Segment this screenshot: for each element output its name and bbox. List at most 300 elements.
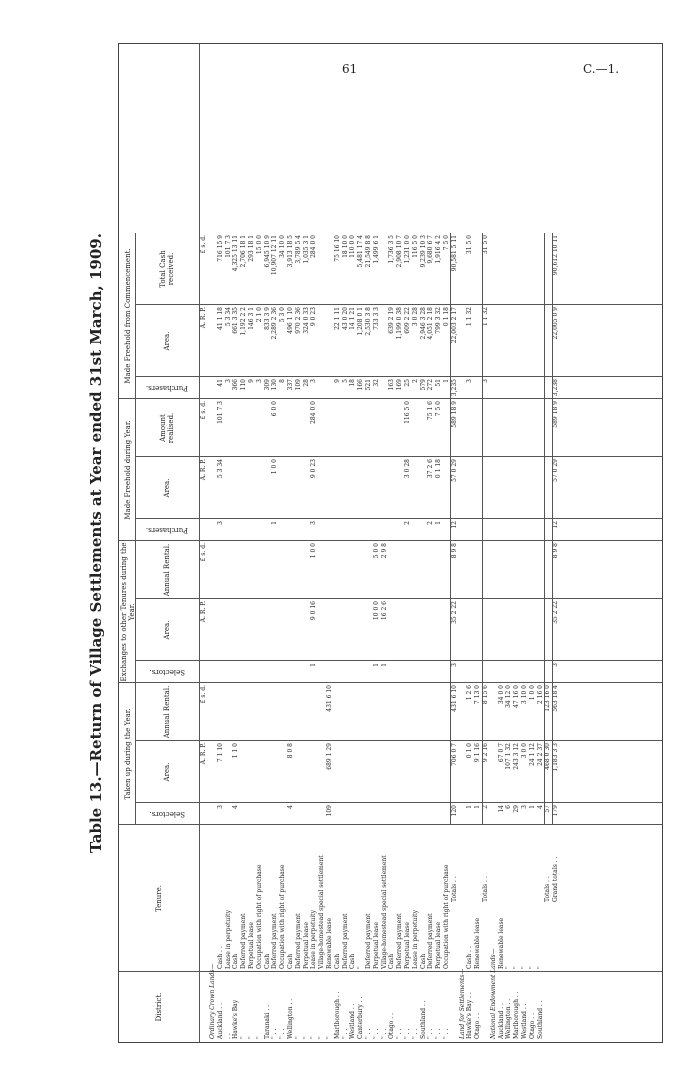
rotated-table-page	[73, 43, 673, 1043]
value-cell: 2,530 3 8	[365, 307, 372, 336]
column-header: Annual Rental.	[163, 543, 171, 597]
district-cell: Marlborough . .	[333, 991, 341, 1039]
district-cell: Wellington . .	[505, 998, 513, 1039]
value-cell: 34 12 0	[505, 685, 513, 708]
value-cell: 7 5 0	[435, 401, 443, 417]
totals-rule	[544, 233, 545, 825]
totals-label: Totals . .	[450, 876, 458, 902]
value-cell: 1	[435, 521, 443, 525]
district-cell: . .	[224, 1033, 232, 1039]
value-cell: 3,913 18 5	[287, 235, 294, 268]
value-cell: 57 0 29	[450, 459, 458, 482]
tenure-cell: Cash	[263, 953, 271, 969]
value-cell: 1,736 3 5	[388, 235, 396, 264]
value-cell: 12	[552, 521, 560, 529]
value-cell: 1	[380, 663, 388, 667]
value-cell: 1	[528, 805, 536, 809]
value-cell: 589 18 9	[450, 401, 458, 428]
value-cell: 22,005 0 9	[552, 307, 560, 340]
tenure-cell: Cash	[349, 953, 357, 969]
value-cell: 5,481 17 4	[357, 235, 365, 268]
value-cell: 75 1 6	[427, 401, 435, 421]
value-cell: 3,238	[552, 379, 560, 397]
column-rule	[135, 802, 662, 803]
value-cell: 1	[310, 663, 318, 667]
value-cell: 3	[482, 379, 489, 383]
district-cell: Westland . .	[521, 1003, 528, 1039]
value-cell: 90,612 10 11	[552, 235, 560, 276]
tenure-cell: Perpetual lease	[404, 922, 411, 969]
value-cell: 3	[310, 521, 318, 525]
value-cell: 123 16 0	[544, 685, 552, 712]
tenure-cell: "	[505, 966, 513, 969]
value-cell: 4	[536, 805, 544, 809]
group-header: Exchanges to other Tenures during the Year.	[120, 542, 136, 682]
value-cell: 28	[302, 379, 310, 387]
tenure-cell: "	[521, 966, 528, 969]
value-cell: 2,908 10 7	[396, 235, 404, 268]
table-title: Table 13.—Return of Village Settlements at Year ended 31st March, 1909.	[87, 233, 105, 853]
district-cell: Otago . .	[388, 1013, 396, 1039]
value-cell: 2,706 18 1	[240, 235, 248, 268]
value-cell: 107 1 32	[505, 743, 513, 770]
value-cell: 2 9 8	[380, 543, 388, 559]
value-cell: 689 1 29	[326, 743, 333, 770]
value-cell: 579	[419, 379, 427, 391]
value-cell: 3	[521, 805, 528, 809]
value-cell: 12	[450, 521, 458, 529]
value-cell: 14	[497, 805, 505, 813]
value-cell: 3	[224, 379, 232, 383]
section-heading: National Endowment Lands—	[489, 948, 497, 1039]
column-header: Annual Rental.	[163, 685, 171, 739]
value-cell: 706 0 7	[450, 743, 458, 766]
value-cell: 57 0 29	[552, 459, 560, 482]
tenure-cell: Lease in perpetuity	[224, 910, 232, 969]
district-cell: " . .	[427, 1028, 435, 1039]
tenure-cell: Occupation with right of purchase	[443, 864, 450, 969]
value-cell: 284 0 0	[310, 235, 318, 258]
value-cell: 8	[279, 379, 287, 383]
district-cell: Auckland . .	[216, 1002, 224, 1039]
tenure-cell: Perpetual lease	[248, 922, 255, 969]
value-cell: 1	[372, 663, 380, 667]
value-cell: 563 18 4	[552, 685, 560, 712]
value-cell: 51	[435, 379, 443, 387]
column-header: Selectors.	[149, 810, 185, 818]
value-cell: 120	[450, 805, 458, 817]
tenure-cell: Renewable lease	[497, 917, 505, 969]
value-cell: 6	[505, 805, 513, 809]
value-cell: 166	[357, 379, 365, 391]
value-cell: 431 6 10	[450, 685, 458, 712]
value-cell: 3 0 28	[411, 307, 419, 327]
value-cell: 169	[396, 379, 404, 391]
value-cell: 2	[482, 805, 489, 809]
value-cell: 3	[552, 663, 560, 667]
column-header: Area.	[163, 478, 171, 498]
tenure-cell: Deferred payment	[396, 913, 404, 969]
value-cell: 2	[411, 379, 419, 383]
value-cell: 116 5 0	[411, 235, 419, 258]
value-cell: 35 2 22	[552, 601, 560, 624]
value-cell: 1 0 0	[528, 685, 536, 701]
tenure-cell: Perpetual lease	[372, 922, 380, 969]
value-cell: 639 2 19	[388, 307, 396, 334]
value-cell: 24 1 12	[528, 743, 536, 766]
totals-rule	[482, 233, 483, 825]
value-cell: 1 1 0	[232, 743, 240, 759]
value-cell: 1,499 6 1	[372, 235, 380, 264]
district-cell: Taranaki . .	[263, 1004, 271, 1039]
tenure-cell: Occupation with right of purchase	[279, 864, 287, 969]
tenure-cell: Deferred payment	[427, 913, 435, 969]
value-cell: 5 3 34	[224, 307, 232, 327]
value-cell: 109	[294, 379, 302, 391]
column-header: Area.	[163, 331, 171, 351]
value-cell: 57	[544, 805, 552, 813]
tenure-cell: Deferred payment	[365, 913, 372, 969]
value-cell: 1	[474, 805, 482, 809]
district-cell: " . .	[365, 1028, 372, 1039]
district-cell: "	[310, 1036, 318, 1039]
column-header: Purchasers.	[145, 384, 189, 392]
tenure-cell: Cash	[388, 953, 396, 969]
value-cell: 9 1 16	[474, 743, 482, 763]
unit-label: A. R. P.	[200, 743, 207, 765]
district-cell: " . .	[404, 1028, 411, 1039]
value-cell: 733 3 3	[372, 307, 380, 330]
value-cell: 1,199 0 38	[396, 307, 404, 340]
district-cell: Hawke's Bay	[232, 999, 240, 1039]
column-header: Purchasers.	[145, 526, 189, 534]
district-cell: "	[248, 1036, 255, 1039]
value-cell: 109	[326, 805, 333, 817]
value-cell: 3,235	[450, 379, 458, 397]
value-cell: 22 1 11	[333, 307, 341, 330]
value-cell: 3	[310, 379, 318, 383]
value-cell: 8 9 8	[450, 543, 458, 559]
tenure-cell: Village-homestead special settlement	[318, 855, 326, 969]
value-cell: 101 7 3	[224, 235, 232, 258]
value-cell: 5 0 0	[372, 543, 380, 559]
unit-label: A. R. P.	[200, 307, 207, 329]
column-header: Tenure.	[155, 885, 163, 912]
section-heading: Ordinary Crown Lands—	[209, 963, 216, 1039]
value-cell: 1	[466, 805, 474, 809]
district-cell: " . .	[435, 1028, 443, 1039]
report-reference: C.—1.	[583, 62, 620, 76]
column-header: Total Cash received.	[159, 250, 175, 288]
value-cell: 2	[427, 521, 435, 525]
value-cell: 661 3 35	[232, 307, 240, 334]
value-cell: 431 6 10	[326, 685, 333, 712]
value-cell: 14 1 21	[349, 307, 357, 330]
value-cell: 3 0 28	[404, 459, 411, 479]
column-header: Area.	[163, 620, 171, 640]
value-cell: 41	[216, 379, 224, 387]
value-cell: 716 15 9	[216, 235, 224, 262]
district-cell: " . .	[411, 1028, 419, 1039]
value-cell: 4,051 2 18	[427, 307, 435, 340]
unit-label: A. R. P.	[200, 459, 207, 481]
tenure-cell: Lease in perpetuity	[310, 910, 318, 969]
value-cell: 21,549 8 8	[365, 235, 372, 268]
value-cell: 1,183 3 3	[552, 743, 560, 772]
value-cell: 8 9 8	[552, 543, 560, 559]
value-cell: 9 0 23	[310, 307, 318, 327]
district-cell: Westland . .	[349, 1003, 357, 1039]
tenure-cell: Cash	[232, 953, 240, 969]
value-cell: 67 0 7	[497, 743, 505, 763]
value-cell: 3	[466, 379, 474, 383]
district-cell: Otago . .	[528, 1013, 536, 1039]
value-cell: 589 18 9	[552, 401, 560, 428]
value-cell: 7 13 0	[474, 685, 482, 705]
value-cell: 37 2 6	[427, 459, 435, 479]
value-cell: 309	[263, 379, 271, 391]
tenure-cell: Lease in perpetuity	[411, 910, 419, 969]
value-cell: 284 0 0	[310, 401, 318, 424]
district-cell: " . .	[341, 1028, 349, 1039]
district-cell: " . .	[443, 1028, 450, 1039]
value-cell: 2,289 2 36	[271, 307, 279, 340]
value-cell: 7 1 10	[216, 743, 224, 763]
value-cell: 293 18 1	[248, 235, 255, 262]
tenure-cell: "	[528, 966, 536, 969]
value-cell: 3	[216, 805, 224, 809]
value-cell: 18	[349, 379, 357, 387]
value-cell: 34 0 0	[497, 685, 505, 705]
value-cell: 22,003 2 17	[450, 307, 458, 344]
value-cell: 7 5 0	[443, 235, 450, 251]
value-cell: 90,581 5 11	[450, 235, 458, 272]
value-cell: 101 7 3	[216, 401, 224, 424]
value-cell: 1 2 6	[466, 685, 474, 701]
value-cell: 31 5 0	[482, 235, 489, 255]
unit-label: A. R. P.	[200, 601, 207, 623]
tenure-cell: Village-homestead special settlement	[380, 855, 388, 969]
village-settlements-table	[118, 43, 663, 1043]
value-cell: 116 5 0	[404, 401, 411, 424]
value-cell: 6 0 0	[271, 401, 279, 417]
value-cell: 272	[427, 379, 435, 391]
value-cell: 9	[248, 379, 255, 383]
value-cell: 8 0 8	[287, 743, 294, 759]
value-cell: 25	[404, 379, 411, 387]
tenure-cell: Renewable lease	[326, 917, 333, 969]
tenure-cell: Perpetual lease	[302, 922, 310, 969]
value-cell: 324 0 33	[302, 307, 310, 334]
value-cell: 16 2 6	[380, 601, 388, 621]
value-cell: 110	[240, 379, 248, 391]
unit-label: £ s. d.	[200, 543, 207, 562]
value-cell: 1,035 3 1	[302, 235, 310, 264]
tenure-cell: "	[536, 966, 544, 969]
value-cell: 0 1 18	[443, 307, 450, 327]
district-cell: "	[318, 1036, 326, 1039]
value-cell: 1 0 0	[310, 543, 318, 559]
column-header: District.	[155, 992, 163, 1022]
column-rule	[135, 660, 662, 661]
value-cell: 468 0 30	[544, 743, 552, 770]
tenure-cell: Cash	[419, 953, 427, 969]
value-cell: 3 10 0	[521, 685, 528, 705]
value-cell: 1 0 0	[271, 459, 279, 475]
value-cell: 8 15 6	[482, 685, 489, 705]
value-cell: 32	[372, 379, 380, 387]
district-cell: " . .	[396, 1028, 404, 1039]
value-cell: 243 3 12	[513, 743, 521, 770]
district-cell: " . .	[271, 1028, 279, 1039]
value-cell: 10,907 12 11	[271, 235, 279, 276]
value-cell: 521	[365, 379, 372, 391]
value-cell: 110 0 0	[349, 235, 357, 258]
value-cell: 10 0 0	[372, 601, 380, 621]
tenure-cell: Occupation with right of purchase	[255, 864, 263, 969]
value-cell: 29	[513, 805, 521, 813]
value-cell: 366	[232, 379, 240, 391]
value-cell: 9 0 23	[310, 459, 318, 479]
value-cell: 24 2 37	[536, 743, 544, 766]
value-cell: 1 1 32	[466, 307, 474, 327]
column-header: Area.	[163, 762, 171, 782]
totals-rule	[450, 233, 451, 825]
value-cell: 41 1 18	[216, 307, 224, 330]
value-cell: 4,325 13 11	[232, 235, 240, 272]
district-cell: Auckland . .	[497, 1002, 505, 1039]
tenure-cell: Perpetual lease	[435, 922, 443, 969]
value-cell: 0 1 0	[466, 743, 474, 759]
tenure-cell: Cash	[333, 953, 341, 969]
value-cell: 4	[287, 805, 294, 809]
tenure-cell: Deferred payment	[341, 913, 349, 969]
value-cell: 970 2 36	[294, 307, 302, 334]
value-cell: 31 5 0	[466, 235, 474, 255]
column-header: Amount realised.	[159, 412, 175, 444]
district-cell: "	[255, 1036, 263, 1039]
district-cell: Wellington . .	[287, 998, 294, 1039]
value-cell: 609 2 22	[404, 307, 411, 334]
value-cell: 5 3 34	[216, 459, 224, 479]
tenure-cell: Renewable lease	[474, 917, 482, 969]
district-cell: " . .	[380, 1028, 388, 1039]
value-cell: 75 16 10	[333, 235, 341, 262]
district-cell: Southland . .	[419, 1000, 427, 1039]
district-cell: Canterbury . .	[357, 996, 365, 1039]
value-cell: 6,945 10 9	[263, 235, 271, 268]
tenure-cell: "	[513, 966, 521, 969]
tenure-cell: Cash . .	[216, 946, 224, 969]
group-header: Made Freehold during Year.	[124, 420, 132, 520]
value-cell: 3 0 0	[521, 743, 528, 759]
group-header: Taken up during the Year.	[124, 708, 132, 800]
district-cell: "	[294, 1036, 302, 1039]
value-cell: 9,680 6 7	[427, 235, 435, 264]
value-cell: 1	[443, 379, 450, 383]
unit-label: £ s. d.	[200, 685, 207, 704]
value-cell: 3	[450, 663, 458, 667]
value-cell: 15 0 0	[255, 235, 263, 255]
value-cell: 2	[404, 521, 411, 525]
value-cell: 9 0 16	[310, 601, 318, 621]
value-cell: 146 3 1	[248, 307, 255, 330]
value-cell: 2,946 3 28	[419, 307, 427, 340]
value-cell: 34 10 0	[279, 235, 287, 258]
column-rule	[135, 598, 662, 599]
totals-label: Totals . .	[482, 876, 489, 902]
totals-rule	[552, 233, 553, 825]
column-rule	[135, 456, 662, 457]
section-heading: Land for Settlements—	[458, 968, 466, 1039]
value-cell: 3	[216, 521, 224, 525]
column-rule	[135, 518, 662, 519]
value-cell: 9	[333, 379, 341, 383]
value-cell: 35 2 22	[450, 601, 458, 624]
value-cell: 3	[255, 379, 263, 383]
value-cell: 179	[552, 805, 560, 817]
tenure-cell: Deferred payment	[240, 913, 248, 969]
totals-label: Grand totals . .	[552, 856, 560, 902]
value-cell: 337	[287, 379, 294, 391]
page-number: 61	[342, 62, 358, 76]
district-cell: Marlborough . .	[513, 991, 521, 1039]
value-cell: 496 1 10	[287, 307, 294, 334]
tenure-cell: Deferred payment	[271, 913, 279, 969]
value-cell: 799 3 32	[435, 307, 443, 334]
value-cell: 2 16 0	[536, 685, 544, 705]
value-cell: 9,239 10 3	[419, 235, 427, 268]
value-cell: 1,192 2 2	[240, 307, 248, 336]
value-cell: 833 3 9	[263, 307, 271, 330]
value-cell: 4	[232, 805, 240, 809]
value-cell: 1,916 4 2	[435, 235, 443, 264]
value-cell: 3,789 5 4	[294, 235, 302, 264]
unit-label: £ s. d.	[200, 235, 207, 254]
tenure-cell: Deferred payment	[294, 913, 302, 969]
district-cell: "	[240, 1036, 248, 1039]
value-cell: 2 1 0	[255, 307, 263, 323]
value-cell: 1,231 0 0	[404, 235, 411, 264]
value-cell: 0 1 18	[435, 459, 443, 479]
value-cell: 163	[388, 379, 396, 391]
value-cell: 43 0 20	[341, 307, 349, 330]
column-header: Selectors.	[149, 668, 185, 676]
tenure-cell: "	[357, 966, 365, 969]
value-cell: 1 1 32	[482, 307, 489, 327]
value-cell: 47 16 0	[513, 685, 521, 708]
value-cell: 5	[341, 379, 349, 383]
group-header: Made Freehold from Commencement.	[124, 248, 132, 384]
tenure-cell: Cash	[287, 953, 294, 969]
district-cell: "	[326, 1036, 333, 1039]
value-cell: 5 3 0	[279, 307, 287, 323]
value-cell: 1,208 0 1	[357, 307, 365, 336]
district-cell: " . .	[279, 1028, 287, 1039]
totals-label: Totals . .	[544, 876, 552, 902]
district-cell: " . .	[372, 1028, 380, 1039]
value-cell: 9 2 16	[482, 743, 489, 763]
value-cell: 130	[271, 379, 279, 391]
district-cell: Southland . .	[536, 1000, 544, 1039]
district-cell: "	[302, 1036, 310, 1039]
value-cell: 1	[271, 521, 279, 525]
unit-label: £ s. d.	[200, 401, 207, 420]
tenure-cell: Cash . .	[466, 946, 474, 969]
district-cell: Otago . .	[474, 1013, 482, 1039]
column-rule	[135, 740, 662, 741]
district-cell: Hawke's Bay . .	[466, 992, 474, 1039]
